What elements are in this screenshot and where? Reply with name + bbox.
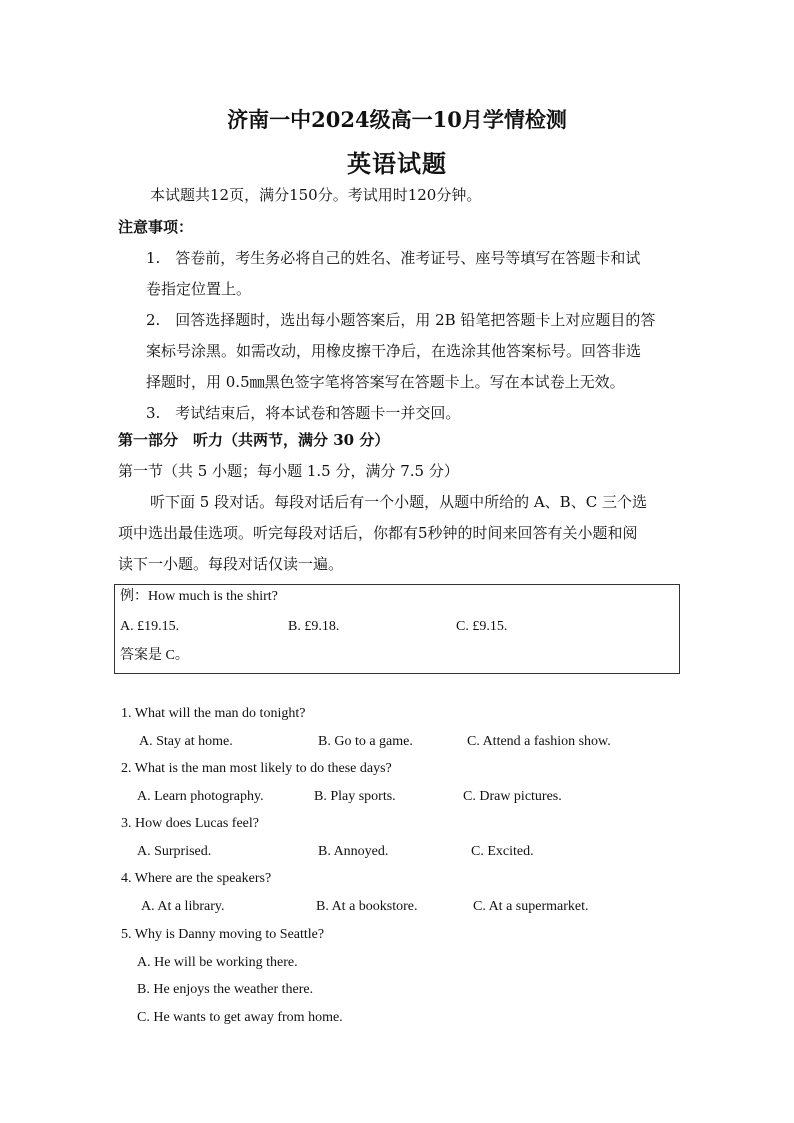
question-1: 1. What will the man do tonight? [121,706,306,721]
question-4: 4. Where are the speakers? [121,871,272,886]
question-5-option-a: A. He will be working there. [137,955,298,970]
notice-item-1-line-1: 1. 答卷前，考生务必将自己的姓名、准考证号、座号等填写在答题卡和试 [146,249,641,267]
question-1-option-b: B. Go to a game. [318,734,413,749]
instructions-line-1: 听下面 5 段对话。每段对话后有一个小题，从题中所给的 A、B、C 三个选 [150,493,647,511]
question-4-option-c: C. At a supermarket. [473,899,589,914]
question-3: 3. How does Lucas feel? [121,816,260,831]
part1-heading: 第一部分 听力（共两节，满分 30 分） [118,431,390,449]
intro-text: 本试题共12页，满分150分。考试用时120分钟。 [150,186,482,204]
question-3-option-b: B. Annoyed. [318,844,389,859]
question-1-option-a: A. Stay at home. [139,734,233,749]
question-4-option-a: A. At a library. [141,899,225,914]
notice-item-1-line-2: 卷指定位置上。 [146,280,252,298]
exam-title: 济南一中2024级高一10月学情检测 [227,107,567,132]
instructions-line-2: 项中选出最佳选项。听完每段对话后，你都有5秒钟的时间来回答有关小题和阅 [118,524,638,542]
question-2-option-a: A. Learn photography. [137,789,264,804]
question-5-option-b: B. He enjoys the weather there. [137,982,314,997]
question-2-option-b: B. Play sports. [314,789,396,804]
notice-heading: 注意事项： [118,218,194,236]
instructions-line-3: 读下一小题。每段对话仅读一遍。 [118,555,344,573]
notice-item-2-line-3: 择题时，用 0.5㎜黑色签字笔将答案写在答题卡上。写在本试卷上无效。 [146,373,625,391]
section1-heading: 第一节（共 5 小题；每小题 1.5 分，满分 7.5 分） [118,462,459,480]
example-answer: 答案是 C。 [120,648,189,663]
question-3-option-a: A. Surprised. [137,844,212,859]
question-4-option-b: B. At a bookstore. [316,899,418,914]
notice-item-2-line-2: 案标号涂黑。如需改动，用橡皮擦干净后，在选涂其他答案标号。回答非选 [146,342,642,360]
question-2-option-c: C. Draw pictures. [463,789,562,804]
question-3-option-c: C. Excited. [471,844,534,859]
question-5-option-c: C. He wants to get away from home. [137,1010,343,1025]
notice-item-2-line-1: 2. 回答选择题时，选出每小题答案后，用 2B 铅笔把答题卡上对应题目的答 [146,311,656,329]
question-1-option-c: C. Attend a fashion show. [467,734,611,749]
example-option-a: A. £19.15. [120,619,180,634]
example-option-c: C. £9.15. [456,619,508,634]
notice-item-3: 3. 考试结束后，将本试卷和答题卡一并交回。 [146,404,461,422]
question-5: 5. Why is Danny moving to Seattle? [121,927,325,942]
example-question: 例：How much is the shirt? [120,589,278,604]
example-option-b: B. £9.18. [288,619,340,634]
subject-title: 英语试题 [347,149,447,178]
question-2: 2. What is the man most likely to do these days? [121,761,392,776]
